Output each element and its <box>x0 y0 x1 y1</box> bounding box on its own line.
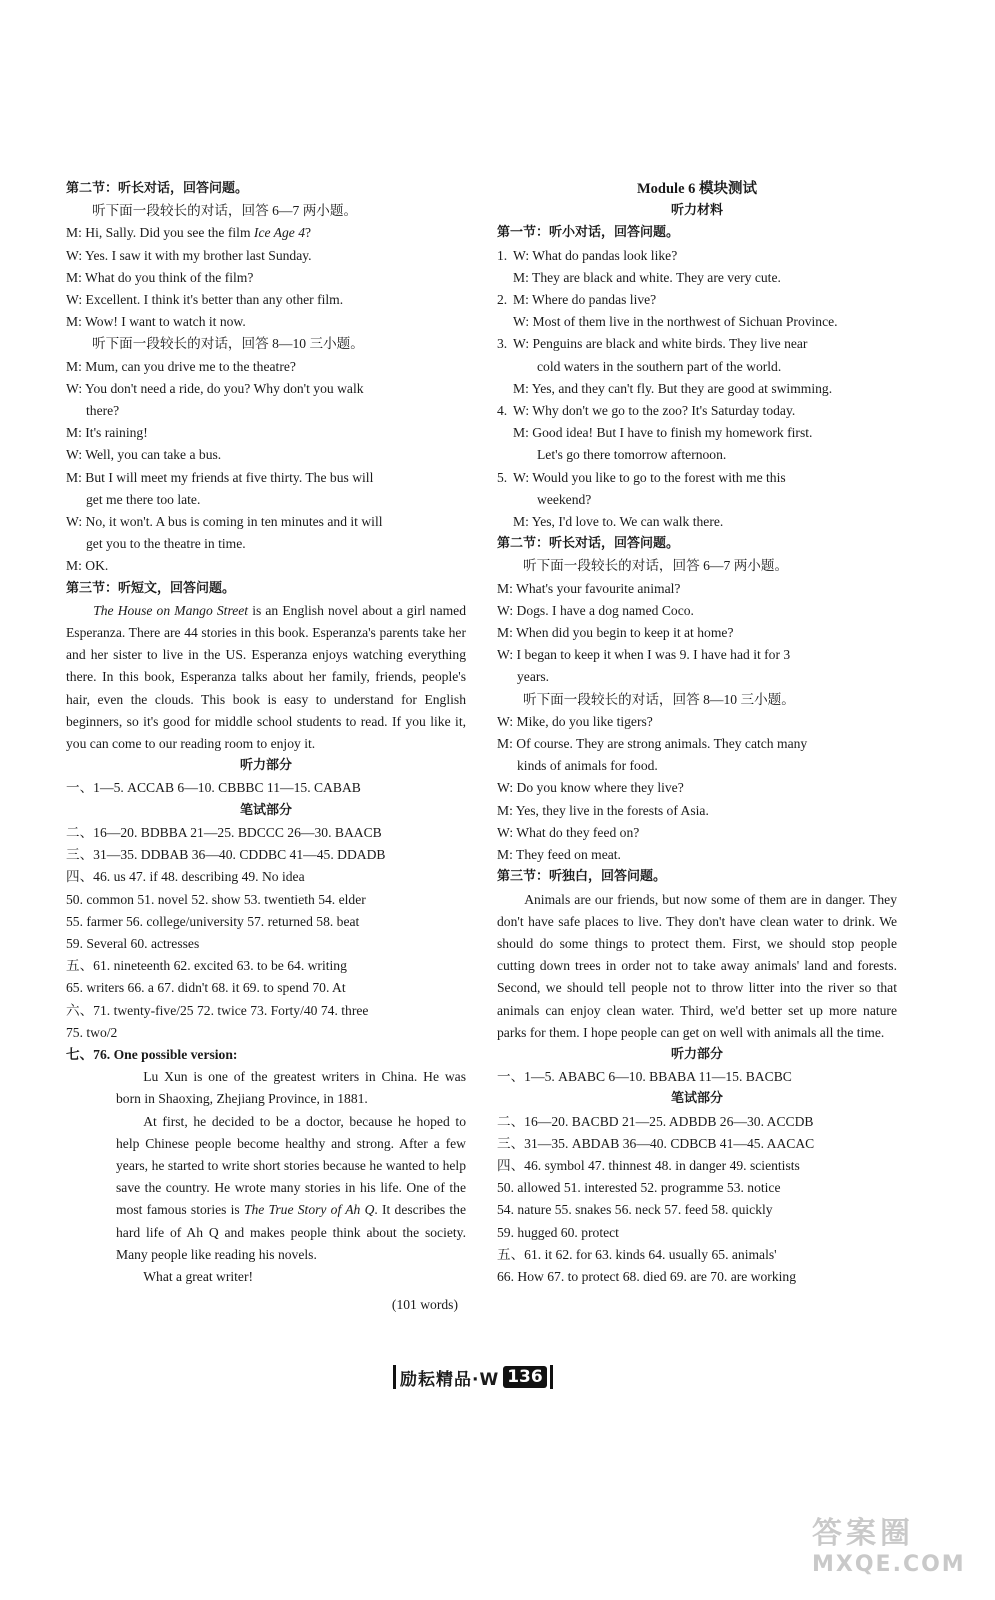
dialogue-line: get me there too late. <box>86 491 201 507</box>
dialogue-line: W: Do you know where they live? <box>497 780 684 796</box>
section-heading: 第一节：听小对话，回答问题。 <box>497 225 680 241</box>
answer-line: 75. two/2 <box>66 1024 118 1040</box>
dialogue-line: M: When did you begin to keep it at home? <box>497 625 734 641</box>
page-footer <box>393 1363 553 1391</box>
dialogue-line: M: Hi, Sally. Did you see the film Ice Age 4? <box>66 225 312 241</box>
answer-line: 三、31—35. DDBAB 36—40. CDDBC 41—45. DDADB <box>66 847 386 863</box>
written-part-heading: 笔试部分 <box>670 1091 723 1107</box>
dialogue-line: cold waters in the southern part of the world. <box>537 358 782 374</box>
dialogue-line: years. <box>517 669 550 685</box>
answer-line: 一、1—5. ABABC 6—10. BBABA 11—15. BACBC <box>497 1069 792 1085</box>
dialogue-line: weekend? <box>537 491 592 507</box>
dialogue-line: M: Yes, I'd love to. We can walk there. <box>513 514 724 530</box>
passage: Animals are our friends, but now some of them are in danger. They don't have safe places to live. They don't have clean water to drink. We should do some things to protect them. First, we should stop people cutting down trees in order not to take away animals' land and forests. Second, we should tell people not to throw litter into the river so that animals can enjoy clean water. Third, we'd better set up more nature parks for them. I hope people can get on well with animals all the time. <box>497 891 897 1040</box>
dialogue-line: M: Of course. They are strong animals. They catch many <box>497 736 808 752</box>
answer-line: 65. writers 66. a 67. didn't 68. it 69. to spend 70. At <box>66 980 346 996</box>
right-column <box>497 178 897 1288</box>
dialogue-line: 4. W: Why don't we go to the zoo? It's Saturday today. <box>497 403 796 419</box>
essay-paragraph: At first, he decided to be a doctor, because he hoped to help Chinese people become healthy and strong. After a few years, he started to write short stories because he wanted to help save the country. He wrote many stories in his life. One of the most famous stories is The True Story of Ah Q. It describes the hard life of Ah Q and makes people think about the society. Many people like reading his novels. <box>116 1113 466 1262</box>
section-heading: 第二节：听长对话，回答问题。 <box>66 181 249 196</box>
answer-line: 54. nature 55. snakes 56. neck 57. feed 58. quickly <box>497 1202 773 1218</box>
essay-paragraph: What a great writer! <box>143 1268 254 1284</box>
dialogue-1 <box>66 222 466 333</box>
material-heading: 听力材料 <box>670 203 723 219</box>
answer-line: 二、16—20. BACBD 21—25. ADBDB 26—30. ACCDB <box>497 1113 814 1129</box>
dialogue-line: M: What's your favourite animal? <box>497 580 681 596</box>
answer-line: 50. common 51. novel 52. show 53. twentieth 54. elder <box>66 891 366 907</box>
instruction: 听下面一段较长的对话，回答 6—7 两小题。 <box>523 558 789 574</box>
dialogue-line: M: They are black and white. They are very cute. <box>513 269 781 285</box>
dialogue-line: W: I began to keep it when I was 9. I have had it for 3 <box>497 647 791 663</box>
dialogue-line: W: Dogs. I have a dog named Coco. <box>497 602 694 618</box>
dialogue-line: 2. M: Where do pandas live? <box>497 292 657 308</box>
dialogue-line: W: What do they feed on? <box>497 824 640 840</box>
watermark-logo: 答案圈 <box>812 1516 914 1551</box>
dialogue-line: W: You don't need a ride, do you? Why don't you walk <box>66 380 364 396</box>
watermark <box>812 1508 982 1588</box>
model-essay <box>66 1066 466 1288</box>
dialogue-line: there? <box>86 403 120 419</box>
dialogue-line: M: What do you think of the film? <box>66 269 254 285</box>
answer-line: 五、61. it 62. for 63. kinds 64. usually 65. animals' <box>497 1246 777 1262</box>
essay-heading: 七、76. One possible version: <box>66 1046 238 1062</box>
answer-line: 59. hugged 60. protect <box>497 1224 619 1240</box>
dialogue-line: 1. W: What do pandas look like? <box>497 247 678 263</box>
dialogue-line: M: Wow! I want to watch it now. <box>66 314 246 330</box>
answer-line: 55. farmer 56. college/university 57. returned 58. beat <box>66 913 360 929</box>
answer-line: 66. How 67. to protect 68. died 69. are 70. are working <box>497 1268 796 1284</box>
dialogue-line: W: Mike, do you like tigers? <box>497 713 653 729</box>
answer-line: 59. Several 60. actresses <box>66 935 200 951</box>
dialogue-line: W: Yes. I saw it with my brother last Sunday. <box>66 247 312 263</box>
instruction: 听下面一段较长的对话，回答 8—10 三小题。 <box>92 336 364 352</box>
dialogue-line: W: Most of them live in the northwest of Sichuan Province. <box>513 314 838 330</box>
watermark-url: MXQE.COM <box>812 1552 966 1577</box>
long-dialogue-1 <box>497 578 897 689</box>
dialogue-line: Let's go there tomorrow afternoon. <box>537 447 727 463</box>
dialogue-line: W: Well, you can take a bus. <box>66 447 222 463</box>
dialogue-line: 3. W: Penguins are black and white birds. They live near <box>497 336 808 352</box>
footer-bracket-right <box>550 1365 553 1389</box>
listening-part-heading: 听力部分 <box>239 758 292 774</box>
dialogue-line: M: Yes, they live in the forests of Asia. <box>497 802 709 818</box>
answer-line: 四、46. us 47. if 48. describing 49. No idea <box>66 869 305 885</box>
module-title: Module 6 模块测试 <box>636 181 758 197</box>
section-heading: 第三节：听独白，回答问题。 <box>497 869 667 885</box>
dialogue-line: M: Good idea! But I have to finish my homework first. <box>513 425 813 441</box>
dialogue-line: W: No, it won't. A bus is coming in ten minutes and it will <box>66 514 383 530</box>
answer-line: 六、71. twenty-five/25 72. twice 73. Forty/40 74. three <box>66 1002 369 1018</box>
instruction: 听下面一段较长的对话，回答 6—7 两小题。 <box>92 203 358 219</box>
answer-line: 二、16—20. BDBBA 21—25. BDCCC 26—30. BAACB <box>66 824 382 840</box>
answer-line: 四、46. symbol 47. thinnest 48. in danger 49. scientists <box>497 1157 800 1173</box>
answer-line: 一、1—5. ACCAB 6—10. CBBBC 11—15. CABAB <box>66 780 361 796</box>
essay-paragraph: Lu Xun is one of the greatest writers in China. He was born in Shaoxing, Zhejiang Province, in 1881. <box>116 1069 466 1107</box>
dialogue-2 <box>66 356 466 578</box>
short-dialogues <box>497 245 897 534</box>
dialogue-line: kinds of animals for food. <box>517 758 658 774</box>
section-heading: 第三节：听短文，回答问题。 <box>66 580 236 596</box>
dialogue-line: M: Mum, can you drive me to the theatre? <box>66 358 296 374</box>
answer-line: 50. allowed 51. interested 52. programme 53. notice <box>497 1180 781 1196</box>
dialogue-line: M: OK. <box>66 558 109 574</box>
dialogue-line: W: Excellent. I think it's better than any other film. <box>66 292 344 308</box>
answer-line: 三、31—35. ABDAB 36—40. CDBCB 41—45. AACAC <box>497 1135 815 1151</box>
page-number: 136 <box>503 1366 547 1388</box>
instruction: 听下面一段较长的对话，回答 8—10 三小题。 <box>523 691 795 707</box>
passage: The House on Mango Street is an English novel about a girl named Esperanza. There are 44 stories in this book. Esperanza's parents take her and her sister to live in the US. Esperanza enjoys watching everything there. In this book, Esperanza talks about her family, friends, people's hair, even the clouds. This book is easy to understand for English beginners, so it's good for middle school students to read. If you like it, you can come to our reading room to enjoy it. <box>66 602 467 752</box>
answer-line: 五、61. nineteenth 62. excited 63. to be 64. writing <box>66 958 347 974</box>
section-heading: 第二节：听长对话，回答问题。 <box>497 536 680 552</box>
dialogue-line: M: It's raining! <box>66 425 148 441</box>
brand-name: 励耘精品·W <box>400 1369 500 1390</box>
dialogue-line: 5. W: Would you like to go to the forest with me this <box>497 469 786 485</box>
dialogue-line: M: But I will meet my friends at five thirty. The bus will <box>66 469 374 485</box>
left-column <box>66 178 466 1316</box>
written-part-heading: 笔试部分 <box>239 802 292 818</box>
dialogue-line: M: They feed on meat. <box>497 847 621 863</box>
long-dialogue-2 <box>497 711 897 866</box>
dialogue-line: M: Yes, and they can't fly. But they are good at swimming. <box>513 380 833 396</box>
word-count: (101 words) <box>391 1297 458 1313</box>
listening-part-heading: 听力部分 <box>670 1046 723 1062</box>
dialogue-line: get you to the theatre in time. <box>86 536 246 552</box>
